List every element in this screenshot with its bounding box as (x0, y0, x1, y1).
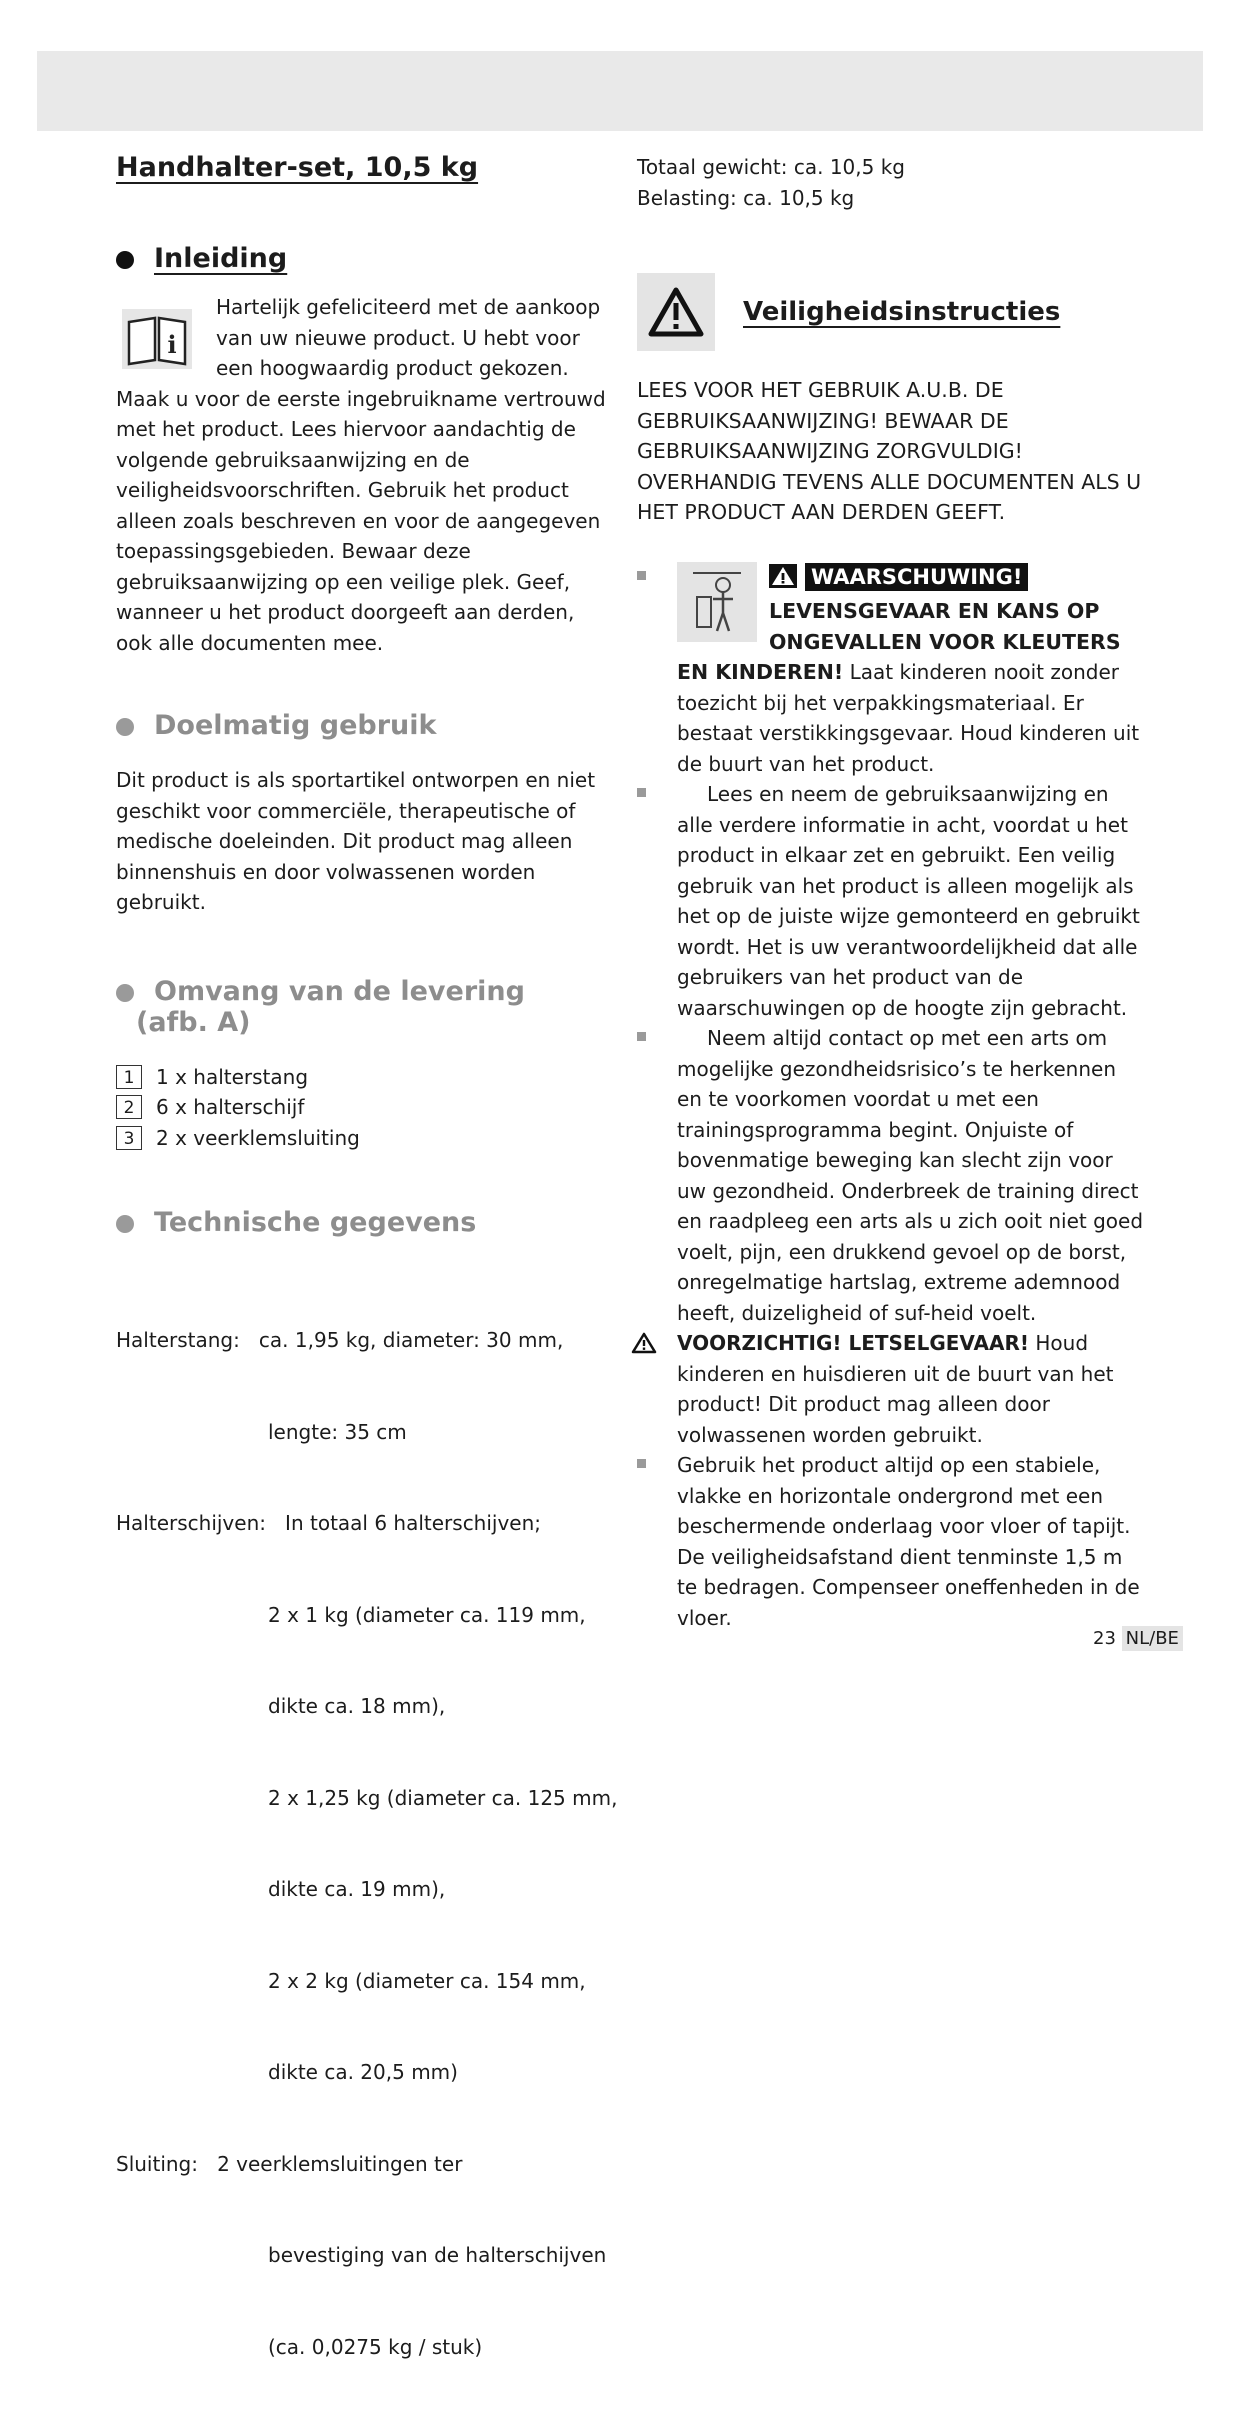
page-footer (1093, 1628, 1183, 1649)
safety-caps-notice: LEES VOOR HET GEBRUIK A.U.B. DE GEBRUIKSAANWIJZING! BEWAAR DE GEBRUIKSAANWIJZING ZORGVULDIG! OVERHANDIG TEVENS ALLE DOCUMENTEN ALS U HET PRODUCT AAN DERDEN GEEFT. (637, 378, 1142, 524)
item-number-box: 3 (116, 1126, 142, 1150)
language-code: NL/BE (1122, 1626, 1183, 1651)
manual-info-icon (116, 296, 198, 382)
safety-heading-text: Veiligheidsinstructies (743, 297, 1061, 327)
intro-block (116, 292, 616, 658)
spec-row: 2 x 2 kg (diameter ca. 154 mm, (268, 1968, 586, 1993)
usage-heading-text: Doelmatig gebruik (154, 710, 437, 741)
spec-row: dikte ca. 19 mm), (268, 1877, 446, 1901)
safety-bullet-1 (637, 779, 1147, 1023)
safety-heading (637, 273, 1147, 351)
left-column (116, 152, 616, 2423)
spec-row: dikte ca. 20,5 mm) (268, 2060, 458, 2084)
tech-specs (116, 1264, 616, 2423)
list-item (116, 1092, 616, 1123)
spec-row: Halterstang: ca. 1,95 kg, diameter: 30 mm, (116, 1328, 564, 1352)
bullet-dot-icon (116, 251, 134, 269)
bullet-dot-icon (116, 718, 134, 736)
top-header-band (37, 51, 1203, 131)
warning-badge: WAARSCHUWING! (805, 563, 1028, 591)
svg-text:i: i (167, 330, 177, 359)
bullet-text: Lees en neem de gebruiksaanwijzing en alle verdere informatie in acht, voordat u het product in elkaar zet en gebruikt. Een veilig gebruik van het product is alleen mogelijk als het op de juiste wijze gemonteerd en gebruikt wordt. Het is uw verantwoordelijkheid dat alle gebruikers van het product van de waarschuwingen op de hoogte zijn gebracht. (677, 782, 1140, 1020)
square-bullet-icon (637, 1459, 646, 1468)
item-text: 1 x halterstang (156, 1064, 309, 1089)
caution-text-wrap (677, 1328, 1147, 1450)
square-bullet-icon (637, 1032, 646, 1041)
spec-row: 2 x 1 kg (diameter ca. 119 mm, (268, 1602, 586, 1627)
item-text: 6 x halterschijf (156, 1095, 305, 1119)
page-title: Handhalter-set, 10,5 kg (116, 152, 479, 183)
square-bullet-icon (637, 571, 646, 580)
safety-caution (637, 1328, 1147, 1450)
list-item (116, 1062, 616, 1093)
spec-row: dikte ca. 18 mm), (268, 1694, 446, 1718)
item-number-box: 2 (116, 1095, 142, 1119)
page-number: 23 (1093, 1628, 1116, 1649)
spec-row: 2 x 1,25 kg (diameter ca. 125 mm, (268, 1785, 618, 1810)
spec-row: Sluiting: 2 veerklemsluitingen ter (116, 2151, 463, 2176)
intro-paragraph: Hartelijk gefeliciteerd met de aankoop van uw nieuwe product. U hebt voor een hoogwaardig product gekozen. Maak u voor de eerste ingebruikname vertrouwd met het product. Lees hiervoor aandachtig de volgende gebruiksaanwijzing en de veiligheidsvoorschriften. Gebruik het product alleen zoals beschreven en voor de aangegeven toepassingsgebieden. Bewaar deze gebruiksaanwijzing op een veilige plek. Geef, wanneer u het product doorgeeft aan derden, ook alle documenten mee. (116, 295, 606, 655)
safety-bullet-3 (637, 1450, 1147, 1633)
load-capacity: Belasting: ca. 10,5 kg (637, 185, 855, 210)
warning-children (637, 562, 1147, 780)
section-heading-intro (116, 243, 616, 274)
delivery-list (116, 1062, 616, 1154)
bullet-dot-icon (116, 984, 134, 1002)
bullet-text: Gebruik het product altijd op een stabiele, vlakke en horizontale ondergrond met een beschermende onderlaag voor vloer of tapijt. De veiligheidsafstand dient tenminste 1,5 m te bedragen. Compenseer oneffenheden in de vloer. (677, 1453, 1140, 1630)
square-bullet-icon (637, 788, 646, 797)
list-item (116, 1123, 616, 1154)
item-text: 2 x veerklemsluiting (156, 1125, 360, 1150)
spec-row: (ca. 0,0275 kg / stuk) (268, 2334, 483, 2359)
warning-triangle-icon (769, 564, 797, 597)
usage-paragraph: Dit product is als sportartikel ontworpen en niet geschikt voor commerciële, therapeutische of medische doeleinden. Dit product mag alleen binnenshuis en door volwassenen worden gebruikt. (116, 768, 596, 914)
caution-bold-text: VOORZICHTIG! LETSELGEVAAR! (677, 1331, 1030, 1355)
warning-triangle-icon (637, 273, 715, 351)
child-warning-icon (677, 562, 757, 642)
section-heading-tech (116, 1207, 616, 1238)
bullet-dot-icon (116, 1215, 134, 1233)
spec-row: Halterschijven: In totaal 6 halterschijven; (116, 1511, 542, 1535)
section-heading-usage (116, 710, 616, 741)
tech-heading-text: Technische gegevens (154, 1207, 477, 1238)
section-heading-delivery (116, 976, 616, 1038)
warning-bold-text: LEVENSGEVAAR EN KANS OP ONGEVALLEN VOOR KLEUTERS EN KINDEREN! (677, 599, 1121, 684)
warning-body-text: Laat kinderen nooit zonder toezicht bij het verpakkingsmateriaal. Er bestaat verstikkingsgevaar. Houd kinderen uit de buurt van het product. (677, 660, 1140, 776)
safety-bullet-2 (637, 1023, 1147, 1328)
caution-body-text: Houd kinderen en huisdieren uit de buurt van het product! Dit product mag alleen door volwassenen worden gebruikt. (677, 1331, 1114, 1447)
total-weight: Totaal gewicht: ca. 10,5 kg (637, 155, 905, 179)
spec-row: bevestiging van de halterschijven (268, 2243, 607, 2267)
spec-row: lengte: 35 cm (268, 1419, 407, 1444)
right-column (637, 152, 1147, 1633)
delivery-heading-line2: (afb. A) (136, 1006, 251, 1038)
item-number-box: 1 (116, 1065, 142, 1089)
bullet-text: Neem altijd contact op met een arts om mogelijke gezondheidsrisico’s te herkennen en te voorkomen voordat u met een trainingsprogramma begint. Onjuiste of bovenmatige beweging kan slecht zijn voor uw gezondheid. Onderbreek de training direct en raadpleeg een arts als u zich ooit niet goed voelt, pijn, een drukkend gevoel op de borst, onregelmatige hartslag, extreme ademnood heeft, duizeligheid of suf-heid voelt. (677, 1026, 1144, 1325)
intro-heading-text: Inleiding (154, 243, 288, 274)
caution-triangle-icon (631, 1332, 657, 1363)
delivery-heading-line1: Omvang van de levering (154, 975, 525, 1007)
